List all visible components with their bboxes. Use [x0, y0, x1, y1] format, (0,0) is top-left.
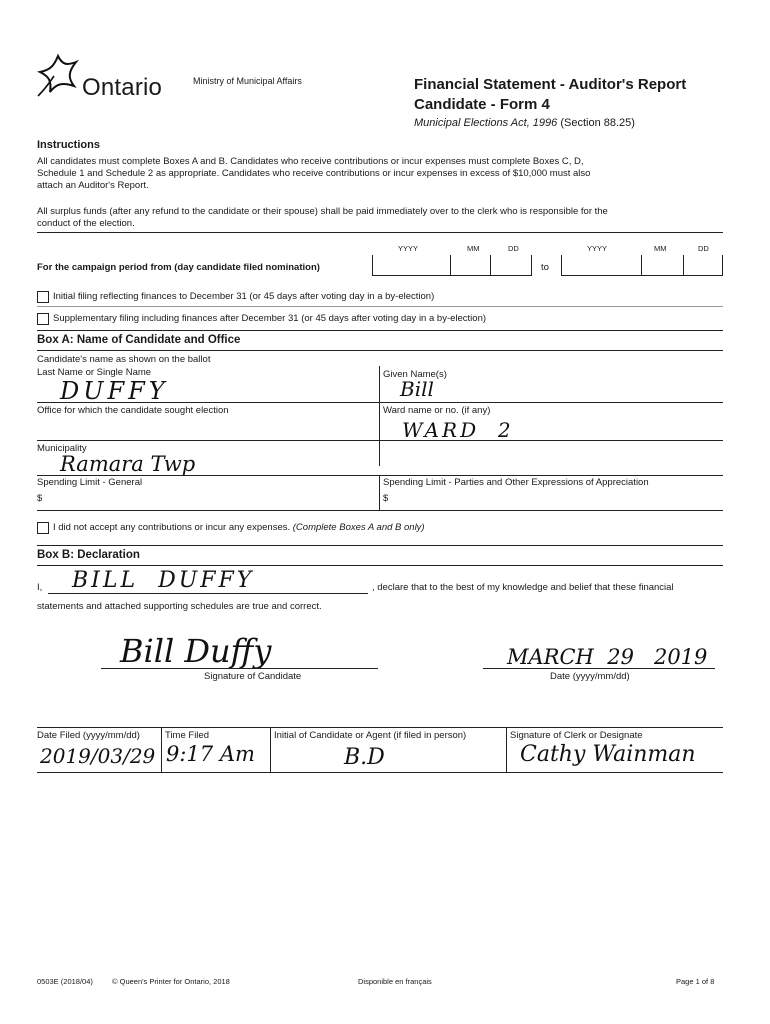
box-b-title: Box B: Declaration — [37, 549, 140, 561]
declaration-date-field[interactable]: MARCH 29 2019 — [507, 645, 708, 669]
province-name: Ontario — [82, 74, 163, 101]
french-availability: Disponible en français — [358, 977, 432, 986]
given-name-label: Given Name(s) — [383, 369, 447, 380]
period-from-mm: MM — [467, 244, 480, 253]
box-a-title: Box A: Name of Candidate and Office — [37, 334, 241, 346]
initial-agent-field[interactable]: B.D — [344, 745, 385, 770]
form-code: 0503E (2018/04) — [37, 977, 93, 986]
declaration-i-label: I, — [37, 582, 43, 593]
instructions-heading: Instructions — [37, 139, 100, 151]
declaration-text-2: statements and attached supporting schedules are true and correct. — [37, 601, 322, 612]
spending-general-label: Spending Limit - General — [37, 477, 143, 488]
ward-label: Ward name or no. (if any) — [383, 405, 491, 416]
supplementary-filing-label: Supplementary filing including finances after December 31 (or 45 days after voting day in a by-election) — [53, 313, 487, 324]
instructions-para1: All candidates must complete Boxes A and B. Candidates who receive contributions or incur expenses must complete Boxes C, D, Schedule 1 and Schedule 2 as appropriate. Candidates who receive contributions or incur expenses in excess of $10,000 must also attach an Auditor's Report. — [37, 156, 591, 191]
act-name: Municipal Elections Act, 1996 — [414, 117, 558, 129]
ontario-logo — [34, 52, 174, 102]
form-title-line1: Financial Statement - Auditor's Report — [414, 76, 687, 93]
period-to-dd: DD — [698, 244, 709, 253]
act-reference — [414, 117, 635, 129]
clerk-signature-label: Signature of Clerk or Designate — [510, 730, 643, 741]
spending-parties-label: Spending Limit - Parties and Other Expressions of Appreciation — [383, 477, 649, 488]
page-number: Page 1 of 8 — [676, 977, 715, 986]
period-to-yyyy: YYYY — [587, 244, 608, 253]
date-filed-label: Date Filed (yyyy/mm/dd) — [37, 730, 140, 741]
copyright-notice: © Queen's Printer for Ontario, 2018 — [112, 977, 230, 986]
declaration-date-label: Date (yyyy/mm/dd) — [550, 671, 630, 682]
ward-field[interactable]: WARD 2 — [402, 418, 514, 442]
candidate-signature-field[interactable]: Bill Duffy — [120, 632, 272, 670]
given-name-field[interactable]: Bill — [400, 377, 434, 401]
declaration-text: , declare that to the best of my knowledge and belief that these financial — [372, 582, 674, 593]
campaign-period-label: For the campaign period from (day candidate filed nomination) — [37, 262, 320, 273]
period-to-mm: MM — [654, 244, 667, 253]
clerk-signature-field[interactable]: Cathy Wainman — [520, 742, 696, 767]
office-label: Office for which the candidate sought election — [37, 405, 229, 416]
time-filed-field[interactable]: 9:17 Am — [166, 742, 255, 766]
initial-filing-label: Initial filing reflecting finances to December 31 (or 45 days after voting day in a by-election) — [53, 291, 435, 302]
instructions-para2: All surplus funds (after any refund to the candidate or their spouse) shall be paid immediately over to the clerk who is responsible for the conduct of the election. — [37, 206, 608, 229]
no-contributions-label: I did not accept any contributions or incur any expenses. (Complete Boxes A and B only) — [53, 522, 425, 533]
period-from-field[interactable] — [372, 255, 532, 275]
period-from-yyyy: YYYY — [398, 244, 419, 253]
last-name-field[interactable]: DUFFY — [60, 377, 169, 405]
municipality-label: Municipality — [37, 443, 87, 454]
form-title-line2: Candidate - Form 4 — [414, 96, 550, 113]
name-on-ballot-label: Candidate's name as shown on the ballot — [37, 354, 211, 365]
period-to-field[interactable] — [561, 255, 723, 275]
supplementary-filing-checkbox[interactable] — [37, 313, 49, 325]
spending-general-field[interactable]: $ — [37, 493, 43, 504]
period-from-dd: DD — [508, 244, 519, 253]
no-contributions-checkbox[interactable] — [37, 522, 49, 534]
declarant-name-field[interactable]: BILL DUFFY — [72, 568, 255, 593]
ministry-name: Ministry of Municipal Affairs — [193, 76, 302, 86]
time-filed-label: Time Filed — [165, 730, 209, 741]
period-to-label: to — [541, 262, 549, 273]
date-filed-field[interactable]: 2019/03/29 — [40, 744, 156, 768]
last-name-label: Last Name or Single Name — [37, 367, 152, 378]
spending-parties-field[interactable]: $ — [383, 493, 389, 504]
initial-filing-checkbox[interactable] — [37, 291, 49, 303]
initial-agent-label: Initial of Candidate or Agent (if filed in person) — [274, 730, 467, 741]
municipality-field[interactable]: Ramara Twp — [60, 452, 196, 476]
trillium-icon — [34, 52, 82, 98]
act-section: (Section 88.25) — [560, 117, 635, 129]
candidate-signature-label: Signature of Candidate — [204, 671, 302, 682]
